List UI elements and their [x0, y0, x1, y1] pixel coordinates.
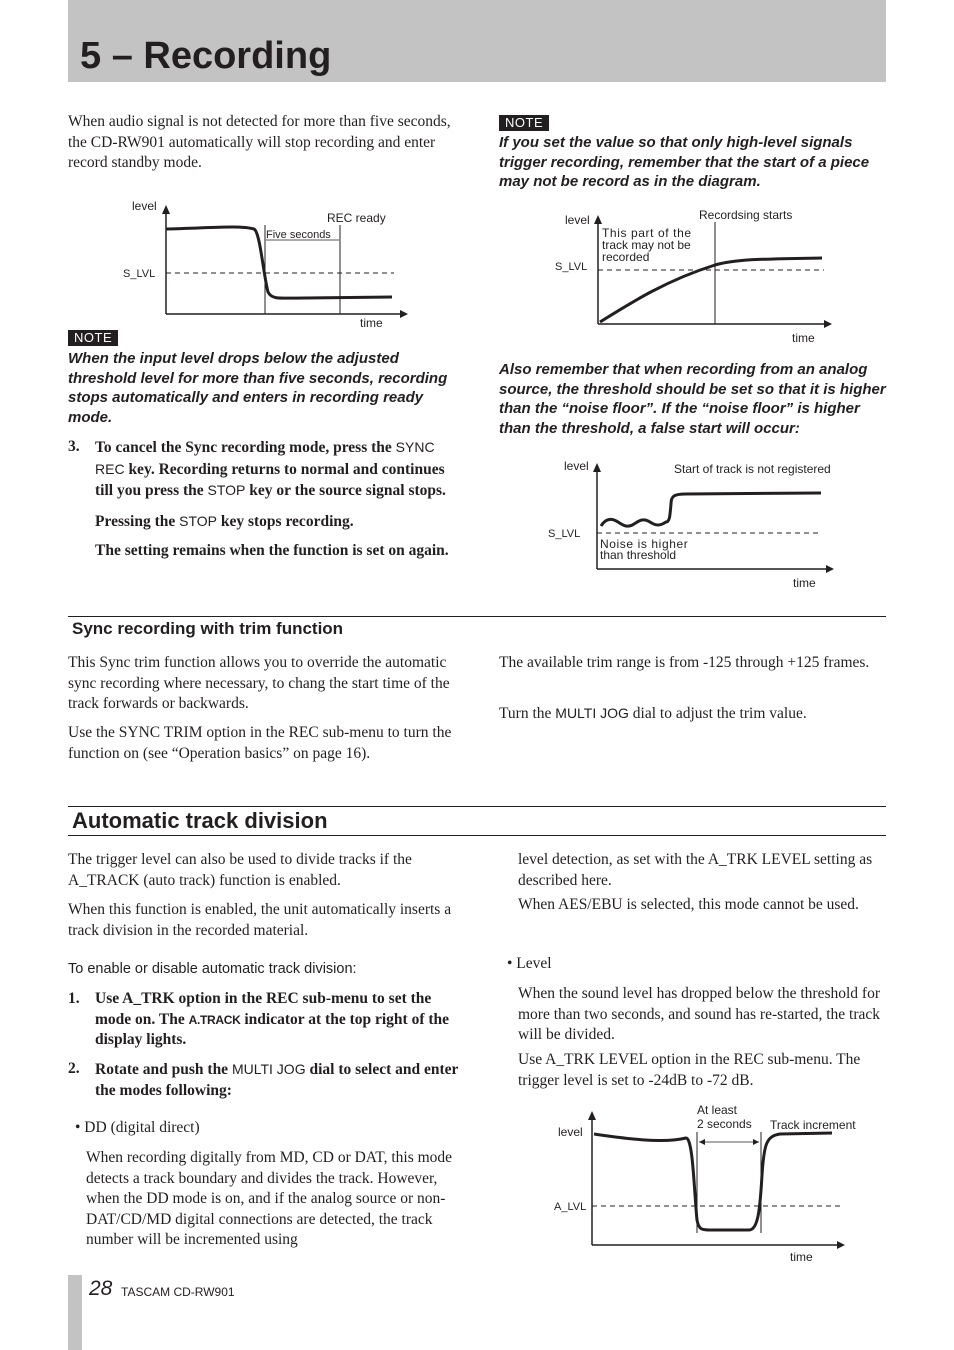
auto-track-paragraph-1: The trigger level can also be used to divide tracks if the A_TRACK (auto track) function is enabled.	[68, 851, 412, 889]
note-text: If you set the value so that only high-level signals trigger recording, remember that the start of a piece may not be record as in the diagram.	[499, 134, 870, 190]
diagram2-starts-label: Recordsing starts	[699, 208, 793, 222]
diagram1-five-seconds-label: Five seconds	[266, 229, 331, 241]
recording-starts-diagram	[552, 202, 842, 347]
diagram1-time-label: time	[360, 316, 383, 330]
multi-jog-paragraph	[499, 703, 887, 725]
diagram3-slvl-label: S_LVL	[548, 528, 581, 540]
stop-key-label: STOP	[179, 512, 217, 529]
multi-jog-key-label: MULTI JOG	[231, 1061, 306, 1077]
stop-key-label: STOP	[207, 482, 246, 498]
note-badge: NOTE	[68, 330, 118, 346]
step2-text: Rotate and push the	[95, 1061, 232, 1078]
section-rule	[68, 616, 886, 617]
step1-text: Use A_TRK option in the REC sub-menu to set the mode on. The	[95, 990, 432, 1028]
multi-jog-key-label: MULTI JOG	[555, 705, 629, 721]
diagram3-noise-line2: than threshold	[600, 548, 677, 562]
step-number: 2.	[68, 1060, 80, 1077]
diagram4-track-increment-label: Track increment	[770, 1118, 856, 1132]
diagram3-noise-line1: Noise is higher	[600, 537, 689, 551]
auto-track-step-1	[68, 989, 460, 1051]
step3-text-3: key or the source signal stops.	[245, 482, 446, 499]
diagram3-start-not-registered-label: Start of track is not registered	[674, 462, 831, 476]
step2-text-2: dial to select and enter the modes following:	[95, 1061, 459, 1099]
footer-bar	[68, 1275, 82, 1350]
auto-track-paragraph-2: When this function is enabled, the unit automatically inserts a track division in the recorded material.	[68, 901, 452, 939]
step3-text-2: key. Recording returns to normal and continues till you press the	[95, 460, 445, 499]
diagram3-level-label: level	[564, 459, 589, 473]
auto-track-subheading: To enable or disable automatic track division:	[68, 961, 357, 977]
diagram4-alvl-label: A_LVL	[554, 1201, 587, 1213]
diagram4-time-label: time	[790, 1250, 813, 1264]
track-increment-diagram	[552, 1100, 872, 1268]
dd-bullet: • DD (digital direct)	[75, 1119, 200, 1136]
diagram4-at-least-label: At least	[697, 1103, 738, 1117]
diagram1-level-label: level	[132, 199, 157, 213]
multi-jog-text-2: dial to adjust the trim value.	[628, 705, 807, 722]
step-number: 1.	[68, 990, 80, 1007]
a-track-indicator-label: A.TRACK	[188, 1012, 241, 1027]
dd-description: When recording digitally from MD, CD or DAT, this mode detects a track boundary and divides the track. However, when the DD mode is on, and if the analog source or non-DAT/CD/MD digital connections are detected, the track number will be incremented using	[86, 1149, 453, 1248]
auto-track-step-2	[68, 1059, 460, 1101]
chapter-title: 5 – Recording	[80, 35, 332, 77]
level-setting-description: Use A_TRK LEVEL option in the REC sub-menu. The trigger level is set to -24dB to -72 dB.	[518, 1051, 861, 1089]
sync-trim-paragraph-1: This Sync trim function allows you to override the automatic sync recording where necessary, to chang the start time of the track forwards or backwards.	[68, 654, 450, 712]
step3-p2-text-2: key stops recording.	[216, 512, 354, 530]
intro-paragraph: When audio signal is not detected for more than five seconds, the CD-RW901 automatically will stop recording and enter record standby mode.	[68, 113, 451, 171]
diagram2-note-line1: This part of the	[602, 226, 692, 240]
aes-ebu-note: When AES/EBU is selected, this mode cannot be used.	[518, 896, 859, 913]
diagram4-two-seconds-label: 2 seconds	[697, 1117, 752, 1131]
step1-text-2: indicator at the top right of the display lights.	[95, 1010, 450, 1048]
diagram1-slvl-label: S_LVL	[123, 268, 156, 280]
diagram2-note-line3: recorded	[602, 250, 650, 264]
diagram1-rec-ready-label: REC ready	[327, 211, 386, 225]
diagram2-time-label: time	[792, 331, 815, 345]
diagram2-level-label: level	[565, 213, 590, 227]
also-remember-text: Also remember that when recording from an analog source, the threshold should be set so that it is higher than the “noise floor”. If the “noise floor” is higher than the threshold, a false start will occur:	[499, 361, 886, 437]
sync-trim-paragraph-2: Use the SYNC TRIM option in the REC sub-menu to turn the function on (see “Operation basics” on page 16).	[68, 724, 452, 762]
diagram2-note-line2: track may not be	[602, 238, 691, 252]
multi-jog-text: Turn the	[499, 705, 556, 722]
section-rule-bottom	[68, 835, 886, 836]
level-bullet: • Level	[507, 955, 552, 972]
step3-p2-text: Pressing the	[95, 512, 180, 530]
step-number: 3.	[68, 438, 80, 455]
auto-track-heading: Automatic track division	[72, 808, 328, 833]
diagram2-slvl-label: S_LVL	[555, 261, 588, 273]
step-3	[68, 437, 458, 562]
diagram3-time-label: time	[793, 576, 816, 590]
false-start-diagram	[546, 452, 846, 592]
step3-text: To cancel the Sync recording mode, press the	[95, 439, 396, 456]
step3-p3: The setting remains when the function is set on again.	[95, 542, 449, 559]
note-badge: NOTE	[499, 115, 549, 131]
diagram4-level-label: level	[558, 1125, 583, 1139]
sync-rec-key-label: SYNC REC	[95, 439, 435, 477]
dd-description-continued: level detection, as set with the A_TRK LEVEL setting as described here.	[518, 851, 873, 889]
trim-range-paragraph: The available trim range is from -125 through +125 frames.	[499, 654, 870, 671]
page-number: 28	[89, 1277, 113, 1300]
product-name: TASCAM CD-RW901	[121, 1285, 235, 1299]
sync-stop-diagram	[120, 192, 410, 334]
sync-trim-heading: Sync recording with trim function	[72, 619, 344, 638]
note-text: When the input level drops below the adjusted threshold level for more than five seconds, recording stops automatically and enters in recording ready mode.	[68, 350, 448, 426]
level-description: When the sound level has dropped below the threshold for more than two seconds, and sound has re-started, the track will be divided.	[518, 985, 881, 1043]
